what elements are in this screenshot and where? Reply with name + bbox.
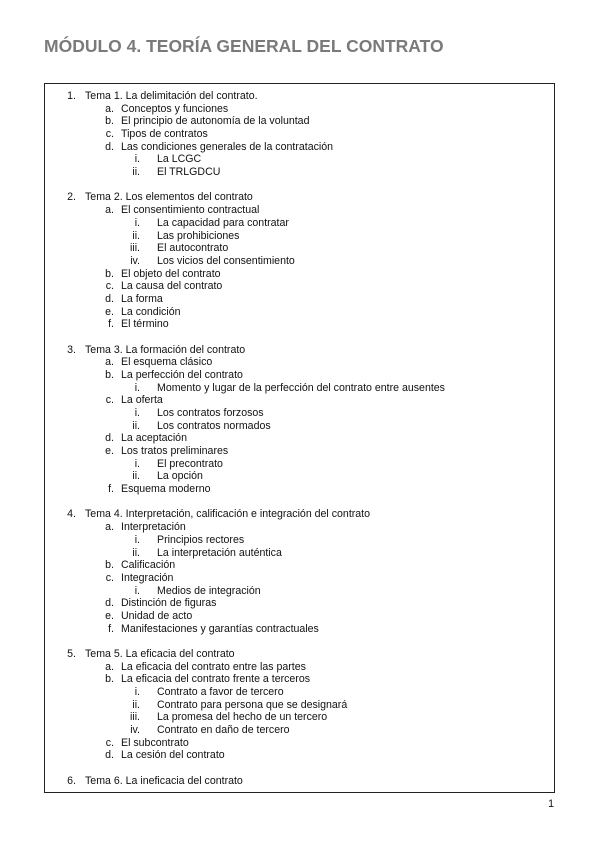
topic-item-marker: b. [105, 673, 114, 686]
topic-item-marker: a. [105, 204, 114, 217]
page-number: 1 [548, 798, 554, 810]
topic-item-label: La perfección del contrato [121, 369, 243, 381]
topic-item-label: El consentimiento contractual [121, 204, 260, 217]
topic-item-label: Integración [121, 571, 174, 584]
topic-subitem-marker: i. [134, 457, 140, 470]
topic-item-label: El término [121, 318, 169, 331]
topic-subitem-marker: i. [134, 533, 140, 546]
topic-heading-label: Tema 5. La eficacia del contrato [85, 647, 235, 660]
topic-subitem-marker: iv. [130, 254, 140, 267]
topic-item-label: Manifestaciones y garantías contractuales [121, 622, 319, 635]
topic-item-marker: f. [108, 622, 114, 635]
topic-item-marker: c. [105, 571, 114, 584]
topic-item-label: Esquema moderno [121, 483, 211, 496]
topic-item-marker: e. [105, 609, 114, 622]
topic-heading-label: Tema 6. La ineficacia del contrato [85, 774, 243, 787]
topic-item-marker: e. [105, 305, 114, 318]
topic-item-label: La aceptación [121, 432, 187, 445]
topic-item-label: La eficacia del contrato frente a terceros [121, 673, 311, 686]
topic-heading-label: Tema 2. Los elementos del contrato [85, 191, 253, 204]
topic-heading-marker: 5. [67, 647, 76, 660]
topic-item-label: Calificación [121, 559, 176, 572]
topic-subitem-label: Medios de integración [157, 584, 261, 597]
topic-item-marker: e. [105, 445, 114, 457]
topic-item-marker: a. [105, 356, 114, 369]
topic-heading-label: Tema 1. La delimitación del contrato. [85, 90, 258, 102]
topic-item-marker: a. [105, 521, 114, 534]
topic-subitem-label: La interpretación auténtica [157, 546, 282, 559]
topic-item-label: La condición [121, 305, 181, 318]
topic-item-label: El esquema clásico [121, 356, 213, 369]
topic-item-label: La causa del contrato [121, 280, 223, 293]
topic-subitem-label: Los contratos forzosos [157, 407, 264, 419]
topic-item-marker: d. [105, 292, 114, 305]
topic-item-label: Las condiciones generales de la contratación [121, 140, 334, 153]
topic-subitem-marker: ii. [132, 546, 140, 559]
topic-subitem-label: La opción [157, 470, 203, 483]
topic-subitem-marker: i. [134, 216, 140, 229]
topic-subitem-label: Los vicios del consentimiento [157, 254, 295, 267]
topic-subitem-label: Principios rectores [157, 533, 245, 546]
topic-item-marker: f. [108, 318, 114, 331]
topic-item-marker: d. [105, 432, 114, 445]
topic-subitem-label: Contrato en daño de tercero [157, 724, 290, 736]
topic-subitem-label: Contrato para persona que se designará [157, 698, 348, 711]
topic-item-marker: d. [105, 749, 114, 762]
topic-heading-marker: 4. [67, 508, 76, 521]
topic-heading-label: Tema 4. Interpretación, calificación e integración del contrato [85, 508, 371, 521]
topic-item-label: La cesión del contrato [121, 749, 225, 762]
topic-item-label: La eficacia del contrato entre las partes [121, 660, 306, 673]
topic-item-marker: b. [105, 559, 114, 572]
topic-subitem-label: Las prohibiciones [157, 229, 240, 242]
topic-item-marker: b. [105, 369, 114, 381]
topic-item-label: Conceptos y funciones [121, 102, 229, 115]
topic-item-label: Tipos de contratos [121, 128, 208, 140]
topic-subitem-marker: ii. [132, 470, 140, 483]
topic-subitem-marker: iii. [129, 242, 140, 255]
topic-subitem-label: Los contratos normados [157, 419, 271, 432]
topic-subitem-marker: i. [134, 153, 140, 166]
topic-subitem-label: El TRLGDCU [157, 166, 221, 179]
topic-item-marker: c. [105, 128, 114, 140]
topic-item-label: La oferta [121, 394, 163, 407]
topic-subitem-marker: ii. [132, 229, 140, 242]
topic-item-label: La forma [121, 292, 163, 305]
topic-heading-label: Tema 3. La formación del contrato [85, 343, 246, 356]
topic-subitem-marker: ii. [132, 698, 140, 711]
topic-item-marker: b. [105, 115, 114, 128]
topic-subitem-marker: i. [134, 686, 140, 698]
topic-subitem-label: La LCGC [157, 153, 202, 166]
topic-subitem-label: Contrato a favor de tercero [157, 686, 284, 698]
topic-heading-marker: 3. [67, 343, 76, 356]
topic-item-label: Distinción de figuras [121, 597, 217, 610]
topic-subitem-marker: iii. [129, 711, 140, 724]
topic-item-marker: c. [105, 280, 114, 293]
topic-item-marker: b. [105, 267, 114, 280]
topic-subitem-marker: i. [134, 407, 140, 419]
topic-item-label: Interpretación [121, 521, 186, 534]
topic-heading-marker: 1. [67, 90, 76, 102]
topic-item-label: Los tratos preliminares [121, 445, 229, 457]
topic-item-label: El objeto del contrato [121, 267, 221, 280]
page-title: MÓDULO 4. TEORÍA GENERAL DEL CONTRATO [44, 36, 444, 56]
topic-subitem-label: La capacidad para contratar [157, 216, 289, 229]
topic-subitem-marker: ii. [132, 419, 140, 432]
topic-heading-marker: 6. [67, 774, 76, 787]
topic-item-marker: f. [108, 483, 114, 496]
topic-subitem-label: Momento y lugar de la perfección del contrato entre ausentes [157, 381, 445, 394]
topic-item-marker: d. [105, 140, 114, 153]
topic-item-label: El subcontrato [121, 736, 189, 749]
topic-subitem-marker: iv. [130, 724, 140, 736]
topic-subitem-label: El autocontrato [157, 242, 229, 255]
topic-item-marker: c. [105, 394, 114, 407]
topic-subitem-marker: i. [134, 381, 140, 394]
topic-subitem-label: La promesa del hecho de un tercero [157, 711, 328, 724]
topic-item-label: El principio de autonomía de la voluntad [121, 115, 310, 128]
topic-item-marker: d. [105, 597, 114, 610]
topic-subitem-marker: ii. [132, 166, 140, 179]
topic-item-label: Unidad de acto [121, 609, 193, 622]
topic-heading-marker: 2. [67, 191, 76, 204]
topic-item-marker: a. [105, 102, 114, 115]
topic-item-marker: a. [105, 660, 114, 673]
topic-subitem-marker: i. [134, 584, 140, 597]
topic-item-marker: c. [105, 736, 114, 749]
topic-subitem-label: El precontrato [157, 457, 223, 470]
